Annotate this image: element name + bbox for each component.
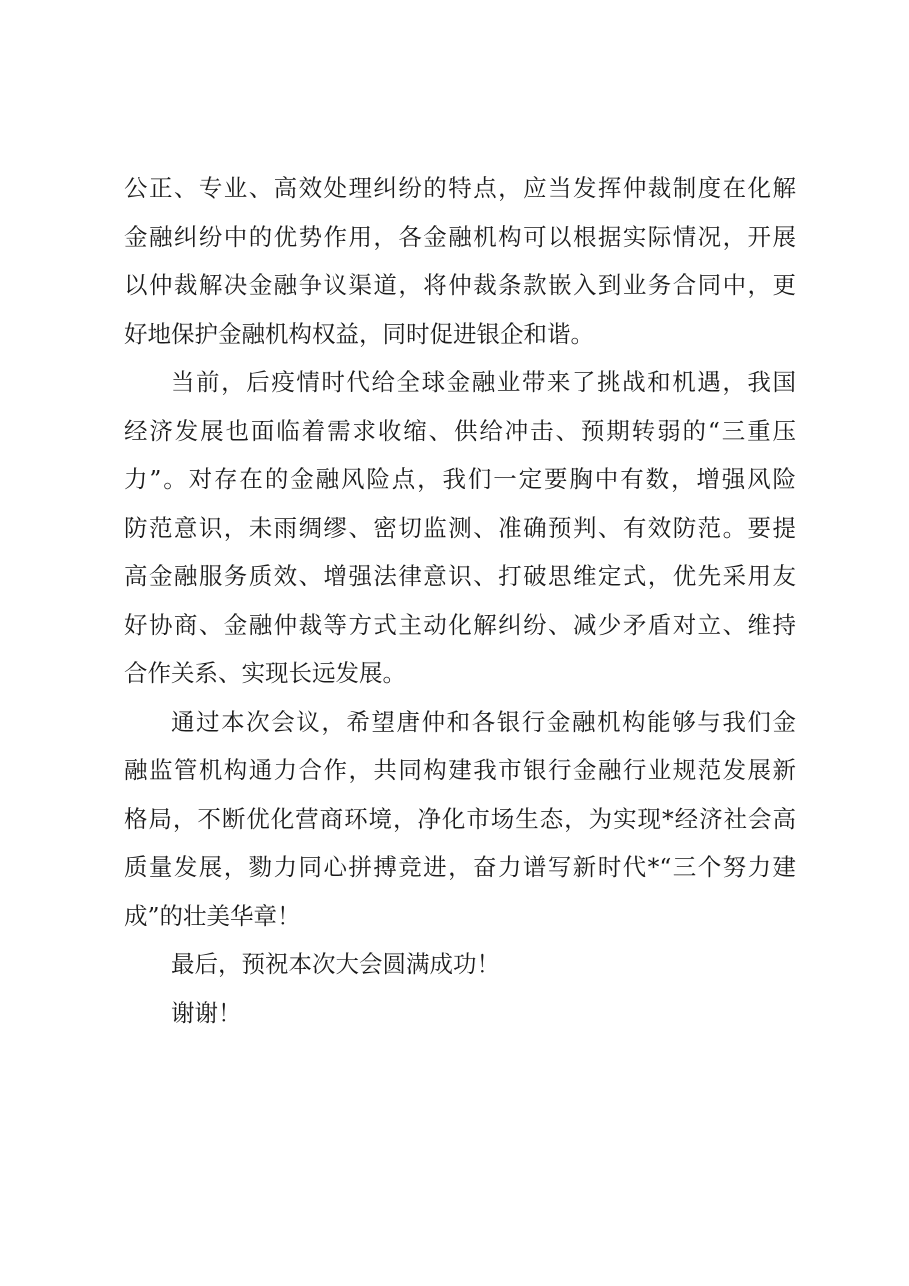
paragraph-line: 经济发展也面临着需求收缩、供给冲击、预期转弱的“三重压 xyxy=(124,416,796,445)
paragraph-line: 公正、专业、高效处理纠纷的特点，应当发挥仲裁制度在化解 xyxy=(124,174,796,202)
paragraph-line: 金融纠纷中的优势作用，各金融机构可以根据实际情况，开展 xyxy=(124,222,796,251)
paragraph-line: 高金融服务质效、增强法律意识、打破思维定式，优先采用友 xyxy=(124,562,796,590)
paragraph-line: 融监管机构通力合作，共同构建我市银行金融行业规范发展新 xyxy=(124,756,796,784)
paragraph-line: 成”的壮美华章！ xyxy=(124,901,301,930)
paragraph-line: 最后，预祝本次大会圆满成功！ xyxy=(171,950,500,978)
paragraph-line: 力”。对存在的金融风险点，我们一定要胸中有数，增强风险 xyxy=(124,465,796,493)
paragraph-line: 以仲裁解决金融争议渠道，将仲裁条款嵌入到业务合同中，更 xyxy=(124,271,796,299)
paragraph-line: 通过本次会议，希望唐仲和各银行金融机构能够与我们金 xyxy=(171,707,796,736)
paragraph-2 xyxy=(124,358,796,698)
paragraph-line: 好协商、金融仲裁等方式主动化解纠纷、减少矛盾对立、维持 xyxy=(124,610,796,639)
paragraph-line: 防范意识，未雨绸缪、密切监测、准确预判、有效防范。要提 xyxy=(124,513,796,542)
paragraph-5 xyxy=(124,989,796,1038)
paragraph-line: 合作关系、实现长远发展。 xyxy=(124,659,406,687)
paragraph-4 xyxy=(124,940,796,989)
paragraph-3 xyxy=(124,698,796,941)
paragraph-line: 好地保护金融机构权益，同时促进银企和谐。 xyxy=(124,319,594,348)
paragraph-1 xyxy=(124,164,796,358)
paragraph-line: 谢谢！ xyxy=(171,998,242,1027)
paragraph-line: 质量发展，勠力同心拼搏竞进，奋力谱写新时代*“三个努力建 xyxy=(124,853,796,881)
paragraph-line: 格局，不断优化营商环境，净化市场生态，为实现*经济社会高 xyxy=(124,804,796,833)
paragraph-line: 当前，后疫情时代给全球金融业带来了挑战和机遇，我国 xyxy=(171,368,796,396)
document-body xyxy=(124,164,796,1037)
